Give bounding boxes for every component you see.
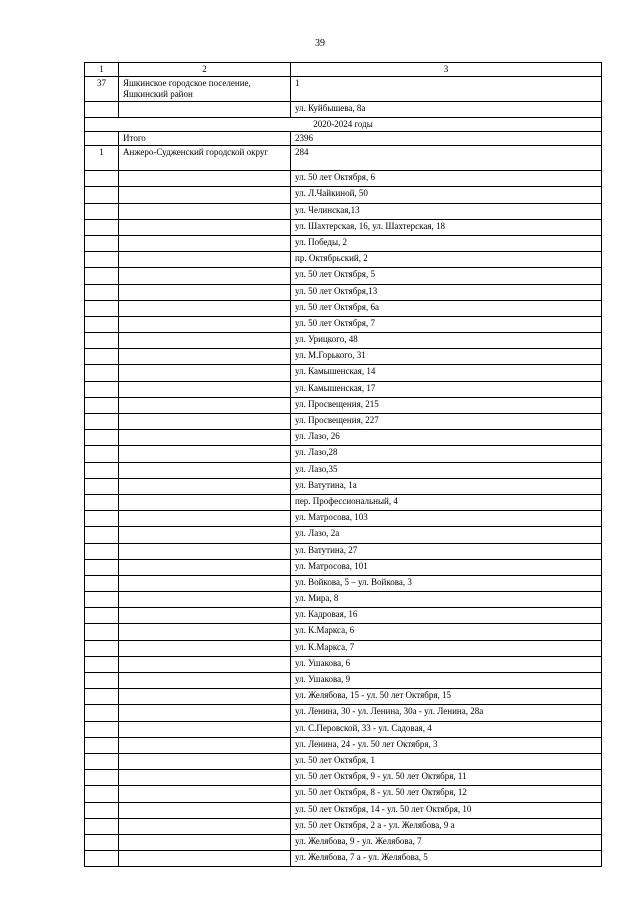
table-row (85, 656, 602, 672)
table-row (85, 252, 602, 268)
address-cell: ул. 50 лет Октября, 5 (291, 268, 602, 284)
housing-table (84, 62, 602, 867)
table-row (85, 235, 602, 251)
table-row (85, 462, 602, 478)
block-a-head-row (85, 77, 602, 102)
table-row (85, 834, 602, 850)
table-row (85, 673, 602, 689)
address-cell: ул. Просвещения, 215 (291, 397, 602, 413)
table-row (85, 592, 602, 608)
address-cell: ул. Просвещения, 227 (291, 414, 602, 430)
address-cell: ул. Лазо, 26 (291, 430, 602, 446)
block-a-count: 1 (291, 77, 602, 102)
total-label: Итого (119, 132, 291, 146)
table-row (85, 446, 602, 462)
table-row (85, 284, 602, 300)
address-cell: ул. Куйбышева, 8а (291, 102, 602, 118)
address-cell: ул. Ленина, 30 - ул. Ленина, 30а - ул. Ленина, 28а (291, 705, 602, 721)
address-cell: ул. Урицкого, 48 (291, 333, 602, 349)
table-row (85, 203, 602, 219)
table-row (85, 753, 602, 769)
address-cell: ул. Камышенская, 17 (291, 381, 602, 397)
table-row (85, 786, 602, 802)
table-row (85, 851, 602, 867)
table-row (85, 102, 602, 118)
address-cell: ул. 50 лет Октября, 9 - ул. 50 лет Октября, 11 (291, 770, 602, 786)
table-row (85, 478, 602, 494)
table-row (85, 608, 602, 624)
table-row (85, 381, 602, 397)
address-cell: ул. Лазо,35 (291, 462, 602, 478)
table-row (85, 737, 602, 753)
block-b-head-row (85, 146, 602, 171)
table-row (85, 689, 602, 705)
address-cell: ул. 50 лет Октября, 8 - ул. 50 лет Октября, 12 (291, 786, 602, 802)
address-cell: ул. 50 лет Октября, 6 (291, 171, 602, 187)
table-row (85, 414, 602, 430)
table-row (85, 349, 602, 365)
table-row (85, 333, 602, 349)
table-row (85, 268, 602, 284)
address-cell: ул. Шахтерская, 16, ул. Шахтерская, 18 (291, 219, 602, 235)
block-a-name: Яшкинское городское поселение, Яшкинский район (119, 77, 291, 102)
table-row (85, 397, 602, 413)
table-row (85, 365, 602, 381)
address-cell: ул. Желябова, 7 а - ул. Желябова, 5 (291, 851, 602, 867)
header-col-1: 1 (85, 63, 119, 77)
header-col-3: 3 (291, 63, 602, 77)
address-cell: пер. Профессиональный, 4 (291, 494, 602, 510)
address-cell: ул. Ушакова, 9 (291, 673, 602, 689)
address-cell: ул. Матросова, 103 (291, 511, 602, 527)
table-row (85, 721, 602, 737)
table-row (85, 511, 602, 527)
period-label: 2020-2024 годы (85, 118, 602, 132)
table-row (85, 219, 602, 235)
address-cell: ул. 50 лет Октября, 14 - ул. 50 лет Октября, 10 (291, 802, 602, 818)
address-cell: ул. Мира, 8 (291, 592, 602, 608)
address-cell: ул. М.Горького, 31 (291, 349, 602, 365)
table-row (85, 543, 602, 559)
address-cell: ул. Желябова, 15 - ул. 50 лет Октября, 15 (291, 689, 602, 705)
table-row (85, 171, 602, 187)
period-row (85, 118, 602, 132)
table-row (85, 802, 602, 818)
table-row (85, 559, 602, 575)
address-cell: ул. Лазо,28 (291, 446, 602, 462)
address-cell: ул. Войкова, 5 – ул. Войкова, 3 (291, 575, 602, 591)
address-cell: ул. Победы, 2 (291, 235, 602, 251)
page-number: 39 (315, 38, 325, 49)
block-b-number: 1 (85, 146, 119, 171)
table-row (85, 705, 602, 721)
address-cell: ул. Лазо, 2а (291, 527, 602, 543)
total-value: 2396 (291, 132, 602, 146)
address-cell: ул. 50 лет Октября,13 (291, 284, 602, 300)
address-cell: ул. 50 лет Октября, 1 (291, 753, 602, 769)
address-cell: ул. 50 лет Октября, 6а (291, 300, 602, 316)
table-row (85, 187, 602, 203)
table-row (85, 300, 602, 316)
address-cell: ул. Ватутина, 27 (291, 543, 602, 559)
table-row (85, 640, 602, 656)
table-row (85, 818, 602, 834)
total-row (85, 132, 602, 146)
address-cell: ул. Ленина, 24 - ул. 50 лет Октября, 3 (291, 737, 602, 753)
block-a-number: 37 (85, 77, 119, 102)
table-row (85, 527, 602, 543)
address-cell: ул. Л.Чайкиной, 50 (291, 187, 602, 203)
table-row (85, 770, 602, 786)
address-cell: ул. Матросова, 101 (291, 559, 602, 575)
header-col-2: 2 (119, 63, 291, 77)
address-cell: ул. Желябова, 9 - ул. Желябова, 7 (291, 834, 602, 850)
address-cell: ул. С.Перовской, 33 - ул. Садовая, 4 (291, 721, 602, 737)
table-row (85, 494, 602, 510)
header-row (85, 63, 602, 77)
table-row (85, 624, 602, 640)
address-cell: пр. Октябрьский, 2 (291, 252, 602, 268)
address-cell: ул. Челинская,13 (291, 203, 602, 219)
address-cell: ул. К.Маркса, 7 (291, 640, 602, 656)
address-cell: ул. Ватутина, 1а (291, 478, 602, 494)
table-row (85, 430, 602, 446)
table-row (85, 316, 602, 332)
address-cell: ул. Ушакова, 6 (291, 656, 602, 672)
address-cell: ул. К.Маркса, 6 (291, 624, 602, 640)
address-cell: ул. 50 лет Октября, 7 (291, 316, 602, 332)
address-cell: ул. 50 лет Октября, 2 а - ул. Желябова, 9 а (291, 818, 602, 834)
address-cell: ул. Кадровая, 16 (291, 608, 602, 624)
block-b-name: Анжеро-Судженский городской округ (119, 146, 291, 171)
block-b-count: 284 (291, 146, 602, 171)
address-cell: ул. Камышенская, 14 (291, 365, 602, 381)
table-row (85, 575, 602, 591)
